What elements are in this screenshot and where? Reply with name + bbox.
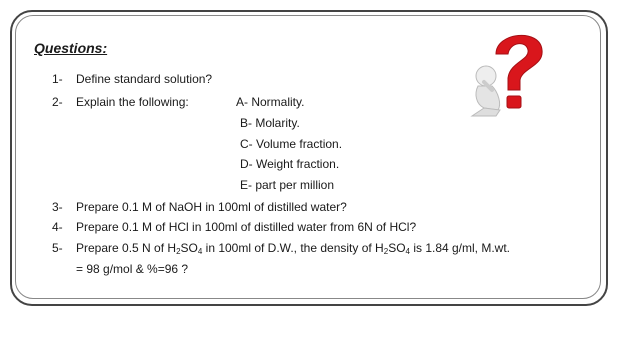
page-title: Questions: — [34, 40, 108, 56]
q5-text-line2: = 98 g/mol & %=96 ? — [76, 262, 189, 276]
q5-text-d: SO — [388, 241, 406, 255]
q4-text: Prepare 0.1 M of HCl in 100ml of distilled water from 6N of HCl? — [76, 220, 417, 234]
q3-text: Prepare 0.1 M of NaOH in 100ml of distilled water? — [76, 200, 347, 214]
q1-text: Define standard solution? — [76, 72, 213, 86]
thinking-figure-question-mark-icon — [462, 24, 552, 124]
q3-number: 3- — [52, 200, 63, 214]
q5-text — [76, 241, 510, 256]
q2-number: 2- — [52, 95, 63, 109]
q5-sub-b: 4 — [197, 247, 203, 256]
q4-number: 4- — [52, 220, 63, 234]
q5-sub-c: 2 — [383, 247, 389, 256]
q5-sub-d: 4 — [405, 247, 410, 256]
q2-item-b: B- Molarity. — [240, 116, 300, 130]
q5-text-b: SO — [180, 241, 198, 255]
q5-text-c: in 100ml of D.W., the density of H — [202, 241, 384, 255]
q5-text-e: is 1.84 g/ml, M.wt. — [409, 241, 511, 255]
q2-item-a: A- Normality. — [236, 95, 305, 109]
q2-item-e: E- part per million — [240, 178, 335, 192]
q2-text: Explain the following: — [76, 95, 189, 109]
q1-number: 1- — [52, 72, 63, 86]
q5-number: 5- — [52, 241, 63, 255]
q5-text-a: Prepare 0.5 N of H — [76, 241, 177, 255]
q5-sub-a: 2 — [176, 247, 181, 256]
q2-item-d: D- Weight fraction. — [240, 157, 340, 171]
q2-item-c: C- Volume fraction. — [240, 137, 343, 151]
